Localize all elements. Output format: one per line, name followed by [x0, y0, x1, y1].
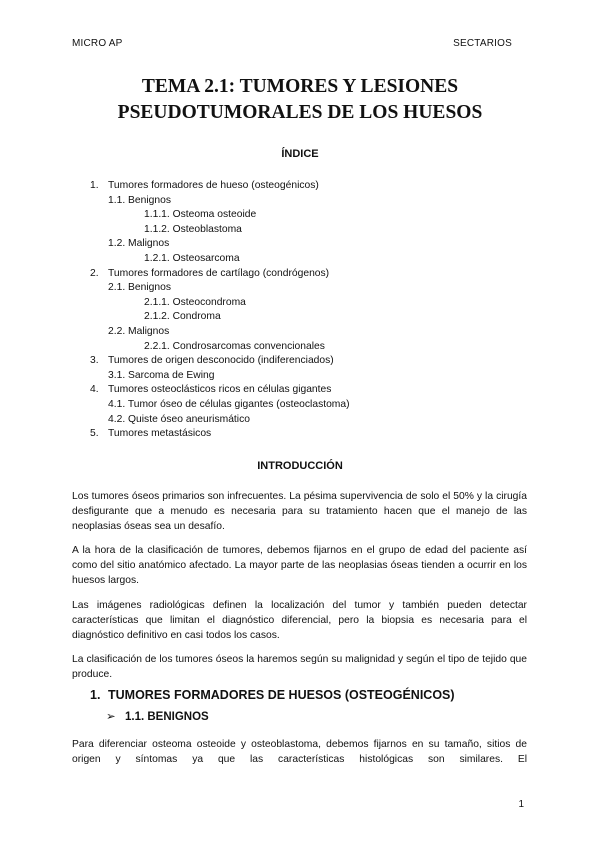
toc-item	[90, 179, 319, 192]
section-title: TUMORES FORMADORES DE HUESOS (OSTEOGÉNICOS)	[108, 688, 455, 702]
toc-item: 1.1.1. Osteoma osteoide	[144, 209, 257, 221]
page-number: 1	[518, 799, 524, 810]
toc-item-label: Tumores de origen desconocido (indiferenciados)	[108, 355, 334, 367]
toc-item-label: Tumores metastásicos	[108, 428, 212, 440]
document-title	[60, 74, 540, 126]
toc-item-number: 4.	[90, 384, 99, 396]
title-line-1: TEMA 2.1: TUMORES Y LESIONES	[141, 76, 459, 97]
toc-item: 2.2. Malignos	[108, 326, 170, 337]
toc-item	[90, 427, 211, 440]
index-heading: ÍNDICE	[281, 148, 319, 160]
toc-item: 1.1.2. Osteoblastoma	[144, 223, 242, 235]
section-1-paragraph: Para diferenciar osteoma osteoide y osteoblastoma, debemos fijarnos en su tamaño, sitios de origen y síntomas ya que las características histológicas son similares. El	[72, 739, 527, 765]
toc-item-number: 5.	[90, 428, 99, 440]
toc-item: 3.1. Sarcoma de Ewing	[108, 369, 215, 381]
toc-item-number: 1.	[90, 180, 99, 191]
toc-item: 1.1. Benignos	[108, 194, 171, 206]
toc-item: 1.2.1. Osteosarcoma	[144, 253, 240, 264]
section-1-heading	[90, 688, 455, 702]
toc-item	[90, 267, 329, 280]
intro-paragraph-2: A la hora de la clasificación de tumores, debemos fijarnos en el grupo de edad del paciente así como del sitio anatómico afectado. La mayor parte de las neoplasias óseas tienden a ocurrir en los huesos largos.	[72, 545, 527, 586]
introduction-heading: INTRODUCCIÓN	[257, 460, 343, 472]
header-right: SECTARIOS	[453, 38, 512, 49]
section-number: 1.	[90, 688, 101, 702]
toc-item	[90, 354, 334, 367]
subsection-title: 1.1. BENIGNOS	[125, 711, 209, 723]
toc-item	[90, 383, 331, 396]
toc-item-label: Tumores formadores de hueso (osteogénicos)	[108, 180, 319, 191]
toc-item: 2.1.2. Condroma	[144, 311, 221, 323]
toc-item: 4.1. Tumor óseo de células gigantes (osteoclastoma)	[108, 399, 350, 410]
toc-item-label: Tumores formadores de cartílago (condrógenos)	[108, 267, 330, 279]
intro-paragraph-1: Los tumores óseos primarios son infrecuentes. La pésima supervivencia de solo el 50% y la cirugía desfigurante que a menudo es necesaria para su tratamiento hacen que el manejo de las neoplasias óseas sea un desafío.	[72, 491, 527, 532]
toc-item-number: 2.	[90, 267, 99, 279]
toc-item: 4.2. Quiste óseo aneurismático	[108, 413, 250, 425]
title-line-2: PSEUDOTUMORALES DE LOS HUESOS	[117, 102, 483, 123]
subsection-1-1-heading	[106, 709, 209, 723]
intro-paragraph-4: La clasificación de los tumores óseos la haremos según su malignidad y según el tipo de tejido que produce.	[72, 654, 527, 680]
toc-item-number: 3.	[90, 355, 99, 367]
header-left: MICRO AP	[72, 38, 123, 49]
toc-item: 2.2.1. Condrosarcomas convencionales	[144, 340, 325, 352]
intro-paragraph-3: Las imágenes radiológicas definen la localización del tumor y también pueden detectar características que limitan el diagnóstico diferencial, pero la biopsia es necesaria para el diagnóstico definitivo en casi todos los casos.	[72, 600, 527, 641]
toc-item: 2.1.1. Osteocondroma	[144, 296, 246, 308]
toc-item: 2.1. Benignos	[108, 282, 171, 294]
toc-item-label: Tumores osteoclásticos ricos en células gigantes	[108, 384, 332, 396]
toc-item: 1.2. Malignos	[108, 238, 170, 250]
arrow-bullet-icon: ➢	[106, 711, 116, 723]
